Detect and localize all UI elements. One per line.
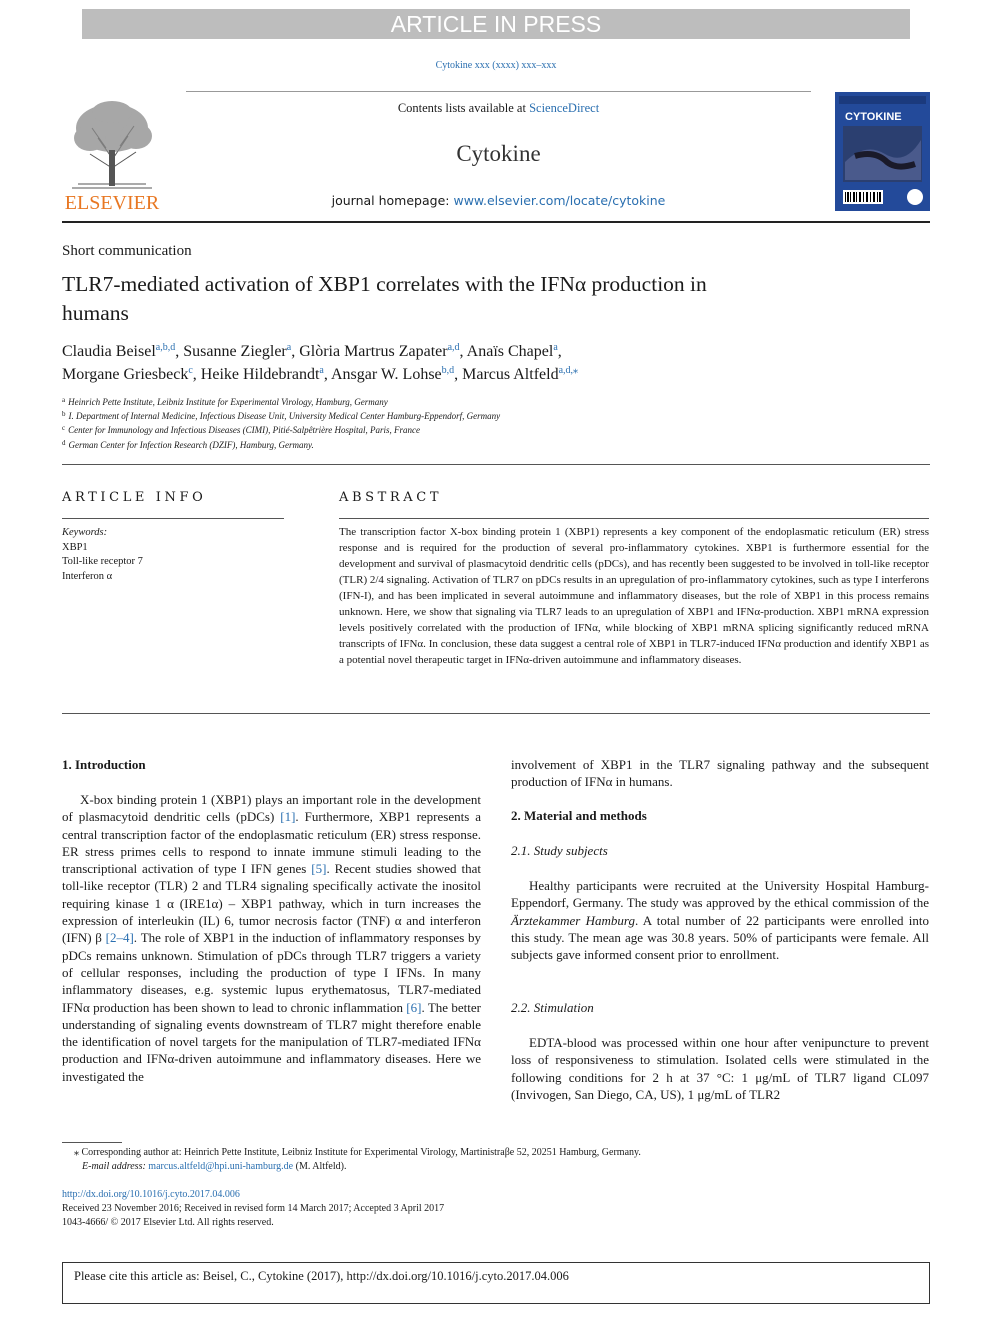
- abstract-text: The transcription factor X-box binding protein 1 (XBP1) represents a key component of the endoplasmatic reticulum (ER) stress response and is required for the production of several pro-inflammatory cytokines. XBP1 is furthermore essential for the development and survival of plasmacytoid dendritic cells (pDCs), and has recently been suggested to be involved in toll-like receptor (TLR) 2/4 signaling. Activation of TLR7 on pDCs results in an upregulation of pro-inflammatory cytokines, such as type I interferons (IFN-I), and has been implicated in several autoimmune and inflammatory diseases, but the role of XBP1 in this process remains unknown. Here, we show that signaling via TLR7 leads to an upregulation of XBP1 and IFNα-production. XBP1 mRNA expression levels positively correlated with the production of IFNα, while blocking of XBP1 mRNA splicing significantly reduced mRNA transcripts of IFNα. In conclusion, these data suggest a central role of XBP1 in TLR7-induced IFNα production and identify XBP1 as a potential novel therapeutic target in IFNα-driven autoimmune and inflammatory diseases.: [339, 526, 929, 666]
- article-info-rule: [62, 518, 284, 519]
- subsection-heading-subjects: 2.1. Study subjects: [511, 843, 608, 858]
- author-name[interactable]: Susanne Ziegler: [183, 343, 287, 360]
- citation-link[interactable]: [1]: [280, 809, 296, 825]
- section-heading-introduction: 1. Introduction: [62, 757, 146, 772]
- email-link[interactable]: marcus.altfeld@hpi.uni-hamburg.de: [148, 1161, 294, 1172]
- elsevier-tree-icon: [62, 98, 162, 212]
- section-rule: [62, 464, 930, 465]
- author-name[interactable]: Marcus Altfeld: [462, 366, 559, 383]
- cover-art: [835, 92, 930, 211]
- article-title: TLR7-mediated activation of XBP1 correlates with the IFNα production in humans: [62, 272, 707, 325]
- affiliation: $^a$ Heinrich Pette Institute, Leibniz Institute for Experimental Virology, Hamburg, Germany: [62, 396, 388, 407]
- intro-continuation: involvement of XBP1 in the TLR7 signaling pathway and the subsequent production of IFNα in humans.: [511, 757, 929, 790]
- article-in-press-banner: ARTICLE IN PRESS: [82, 9, 910, 39]
- journal-citation-top[interactable]: Cytokine xxx (xxxx) xxx–xxx: [435, 60, 557, 71]
- cite-instruction: Please cite this article as: Beisel, C., Cytokine (2017), http://dx.doi.org/10.1016/j.cyto.2017.04.006: [74, 1269, 569, 1283]
- citation-link[interactable]: [5]: [311, 861, 327, 877]
- sciencedirect-link[interactable]: ScienceDirect: [529, 101, 600, 115]
- citation-link[interactable]: [6]: [406, 999, 422, 1015]
- header-rule: [62, 221, 930, 223]
- cover-title: CYTOKINE: [845, 111, 902, 123]
- copyright: 1043-4666/ © 2017 Elsevier Ltd. All rights reserved.: [62, 1217, 274, 1228]
- author-name[interactable]: Ansgar W. Lohse: [330, 366, 442, 383]
- received-dates: Received 23 November 2016; Received in revised form 14 March 2017; Accepted 3 April 2017: [62, 1203, 445, 1214]
- corresponding-author-note: ⁎ Corresponding author at: Heinrich Pette Institute, Leibniz Institute for Experimental Virology, Martinistraβe 52, 20251 Hamburg, Germany.: [74, 1147, 641, 1158]
- doi-link[interactable]: http://dx.doi.org/10.1016/j.cyto.2017.04.006: [62, 1189, 240, 1200]
- homepage-link[interactable]: www.elsevier.com/locate/cytokine: [453, 193, 666, 208]
- subsection-heading-stimulation: 2.2. Stimulation: [511, 1000, 594, 1015]
- elsevier-wordmark: ELSEVIER: [64, 192, 160, 212]
- contents-line: Contents lists available at ScienceDirect: [397, 101, 600, 115]
- citation-link[interactable]: [2–4]: [105, 930, 134, 946]
- keyword: XBP1: [62, 541, 88, 553]
- email-note: E-mail address: marcus.altfeld@hpi.uni-hamburg.de (M. Altfeld).: [82, 1161, 347, 1172]
- intro-paragraph: X-box binding protein 1 (XBP1) plays an important role in the development of plasmacytoid dendritic cells (pDCs) [1]. Furthermore, XBP1 represents a central transcription factor of the endoplasmatic reticulum (ER) stress response. ER stress primes cells to respond to innate immune stimuli leading to the transcriptional activation of type I IFN genes [5]. Recent studies showed that toll-like receptor (TLR) 2 and TLR4 signaling specifically activate the inositol requiring kinase 1 α (IRE1α) – XBP1 pathway, which in turn increases the expression of interleukin (IL) 6, tumor necrosis factor (TNF) α and interferon (IFN) β [2–4]. The role of XBP1 in the induction of inflammatory responses by pDCs remains unknown. Stimulation of pDCs through TLR7 triggers a variety of cellular responses, including the production of type I IFNs. In many inflammatory diseases, e.g. systemic lupus erythematosus, TLR7-mediated IFNα production has been shown to lead to chronic inflammation [6]. The better understanding of signaling events downstream of TLR7 might therefore enable the identification of novel targets for the manipulation of TLR7-mediated IFNα production and IFNα-driven autoimmune and inflammatory diseases. Here we investigated the: [62, 792, 482, 1084]
- stimulation-paragraph: EDTA-blood was processed within one hour after venipuncture to prevent loss of responsiveness to stimulation. Isolated cells were stimulated in the following conditions for 2 h at 37 °C: 1 μg/mL of TLR7 ligand CL097 (Invivogen, San Diego, CA, US), 1 μg/mL of TLR2: [511, 1035, 929, 1102]
- journal-cover-image[interactable]: [835, 92, 930, 211]
- section-rule: [62, 713, 930, 714]
- journal-title[interactable]: Cytokine: [456, 141, 541, 166]
- section-heading-methods: 2. Material and methods: [511, 808, 647, 823]
- author-name[interactable]: Morgane Griesbeck: [62, 366, 189, 383]
- author-line-2: Morgane Griesbeck$^c$, Heike Hildebrandt$^a$, Ansgar W. Lohse$^{b,d}$, Marcus Altfeld$^{a,d,⁎}$: [62, 365, 579, 383]
- abstract-rule: [339, 518, 929, 519]
- article-type: Short communication: [62, 243, 192, 259]
- affiliation: $^d$ German Center for Infection Research (DZIF), Hamburg, Germany.: [62, 439, 314, 450]
- keyword: Interferon α: [62, 570, 113, 582]
- elsevier-logo[interactable]: [62, 98, 162, 212]
- article-info-heading: ARTICLE INFO: [62, 490, 207, 505]
- keywords: [62, 526, 143, 584]
- affiliation: $^c$ Center for Immunology and Infectious Diseases (CIMI), Pitié-Salpêtrière Hospital, Paris, France: [62, 424, 420, 435]
- keyword: Toll-like receptor 7: [62, 556, 143, 567]
- author-name[interactable]: Anaïs Chapel: [466, 343, 554, 360]
- abstract-heading: ABSTRACT: [339, 490, 443, 505]
- footnote-rule: [62, 1142, 122, 1143]
- author-name[interactable]: Heike Hildebrandt: [200, 366, 320, 383]
- subjects-paragraph: Healthy participants were recruited at the University Hospital Hamburg-Eppendorf, Germany. The study was approved by the ethical commission of the Ärztekammer Hamburg. A total number of 22 participants were enrolled into this study. The mean age was 30.8 years. 50% of participants were female. All subjects gave informed consent prior to enrollment.: [511, 878, 929, 963]
- header-divider: [186, 91, 811, 92]
- journal-homepage: journal homepage: www.elsevier.com/locate/cytokine: [331, 193, 666, 208]
- affiliation: $^b$ I. Department of Internal Medicine, Infectious Disease Unit, University Medical Center Hamburg-Eppendorf, Germany: [62, 410, 501, 421]
- keywords-label: Keywords:: [62, 527, 108, 538]
- author-name[interactable]: Glòria Martrus Zapater: [299, 343, 448, 360]
- author-line-1: Claudia Beisel$^{a,b,d}$, Susanne Ziegler$^a$, Glòria Martrus Zapater$^{a,d}$, Anaïs Chapel$^a$,: [62, 342, 562, 360]
- author-name[interactable]: Claudia Beisel: [62, 343, 156, 360]
